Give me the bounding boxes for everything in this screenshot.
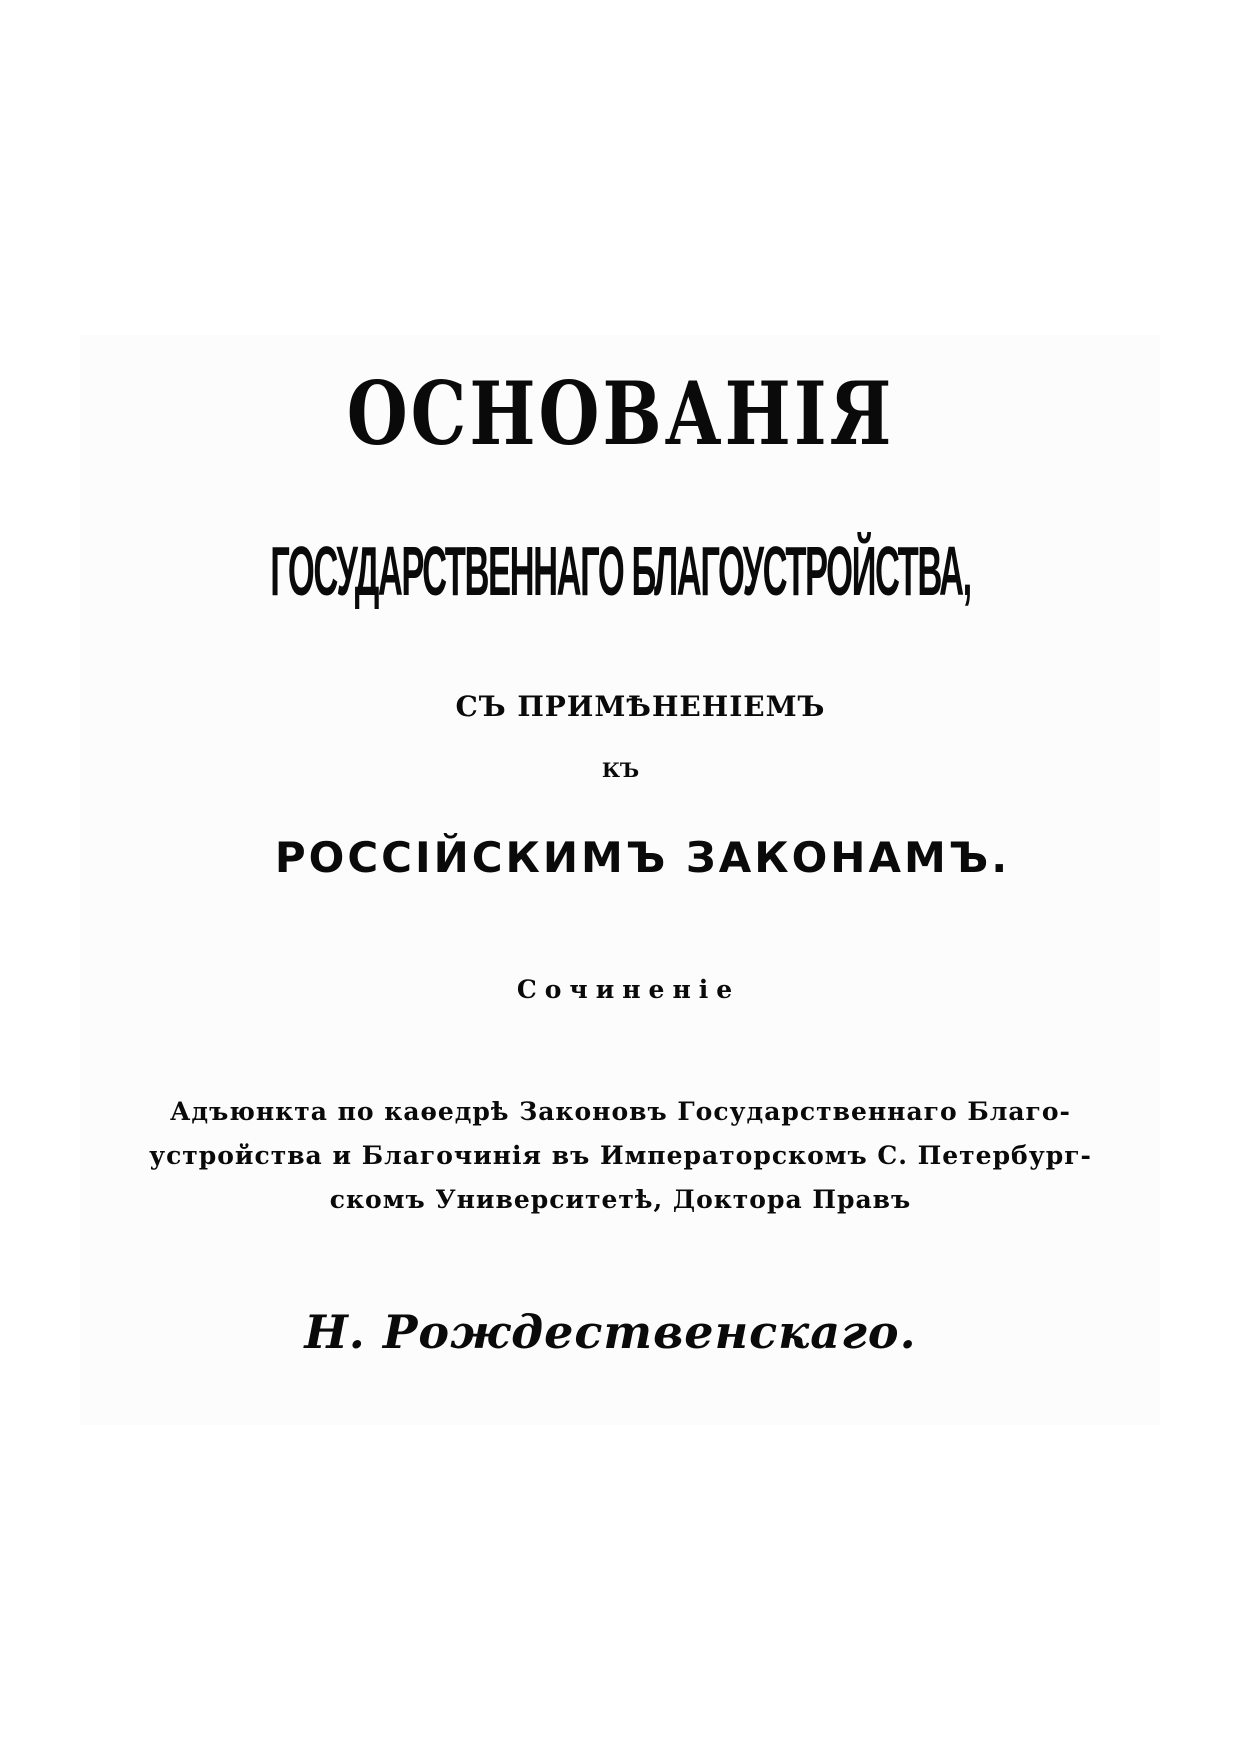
author-name: Н. Рождественскаго.: [304, 1305, 917, 1359]
russian-laws-line: РОССІЙСКИМЪ ЗАКОНАМЪ.: [274, 833, 1011, 882]
author-description-line: Адъюнкта по каѳедрѣ Законовъ Государственнаго Благо-: [170, 1097, 1071, 1126]
book-subtitle: ГОСУДАРСТВЕННАГО БЛАГОУСТРОЙСТВА,: [270, 534, 971, 611]
author-description-line: устройства и Благочинія въ Императорскомъ С. Петербург-: [149, 1141, 1092, 1170]
book-title: ОСНОВАНІЯ: [346, 361, 895, 466]
work-label: Сочиненіе: [516, 975, 741, 1004]
author-description-line: скомъ Университетѣ, Доктора Правъ: [329, 1185, 912, 1214]
author-description: [140, 1090, 1101, 1222]
to-line: КЪ: [601, 758, 640, 782]
with-application-line: СЪ ПРИМѢНЕНІЕМЪ: [455, 690, 826, 723]
